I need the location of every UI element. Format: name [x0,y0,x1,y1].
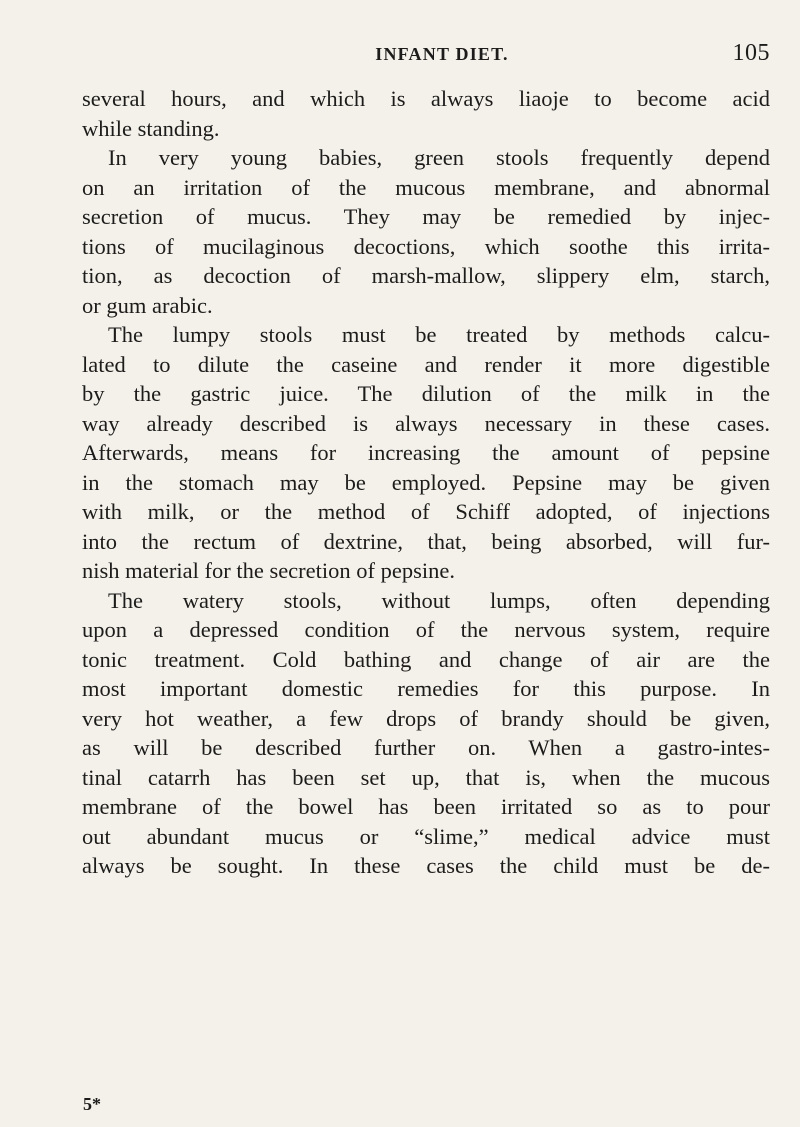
text-line-1: several hours, and which is always liaoje to become acid [82,86,770,111]
text-line-22: very hot weather, a few drops of brandy should be given, [82,705,770,731]
text-line-27: always be sought. In these cases the child must be de- [82,853,770,878]
text-line-5: secretion of mucus. They may be remedied by injec- [82,204,770,229]
text-line-3: In very young babies, green stools frequently depend [108,145,770,170]
text-line-15: with milk, or the method of Schiff adopted, of injections [82,499,770,524]
page-number: 105 [732,40,770,66]
text-line-23: as will be described further on. When a gastro-intes- [82,735,770,760]
text-line-10: lated to dilute the caseine and render it more digestible [82,351,770,377]
text-line-21: most important domestic remedies for this purpose. In [82,676,770,701]
text-line-14: in the stomach may be employed. Pepsine may be given [82,469,770,495]
text-line-26: out abundant mucus or “slime,” medical advice must [82,823,770,849]
text-line-18: The watery stools, without lumps, often depending [108,587,770,613]
text-line-7: tion, as decoction of marsh-mallow, slippery elm, starch, [82,263,770,288]
text-line-4: on an irritation of the mucous membrane, and abnormal [82,174,770,200]
text-line-13: Afterwards, means for increasing the amount of pepsine [82,440,770,465]
text-line-9: The lumpy stools must be treated by methods calcu- [108,322,770,347]
signature-mark: 5* [83,1094,101,1114]
text-line-2: while standing. [82,115,220,141]
text-line-19: upon a depressed condition of the nervous system, require [82,617,770,642]
text-line-25: membrane of the bowel has been irritated so as to pour [82,794,770,819]
text-line-24: tinal catarrh has been set up, that is, when the mucous [82,764,770,790]
text-line-12: way already described is always necessary in these cases. [82,410,770,436]
running-title: INFANT DIET. [375,44,509,64]
text-line-20: tonic treatment. Cold bathing and change of air are the [82,646,770,672]
text-line-8: or gum arabic. [82,292,213,318]
text-line-6: tions of mucilaginous decoctions, which soothe this irrita- [82,233,770,259]
running-head [82,40,770,76]
text-line-16: into the rectum of dextrine, that, being absorbed, will fur- [82,528,770,554]
text-line-17: nish material for the secretion of pepsine. [82,558,455,583]
text-line-11: by the gastric juice. The dilution of the milk in the [82,381,770,406]
body-text [82,84,770,881]
